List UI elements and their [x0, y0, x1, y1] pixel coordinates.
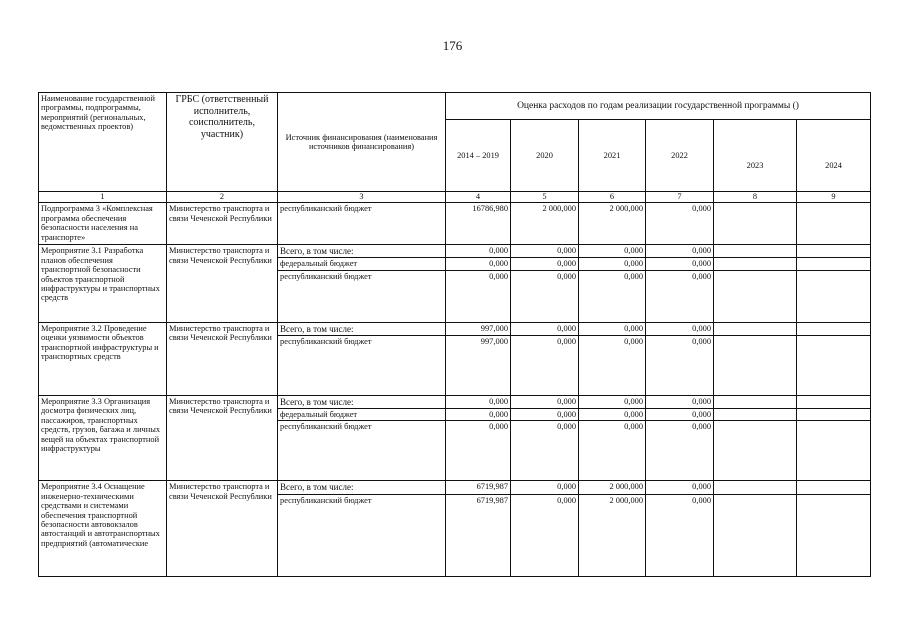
value-cell: 997,000	[446, 322, 511, 335]
table-row	[39, 203, 871, 245]
value-cell: 0,000	[646, 395, 714, 408]
value-cell: 0,000	[579, 409, 646, 421]
value-cell	[797, 481, 871, 494]
value-cell: 16786,980	[446, 203, 511, 245]
value-cell: 0,000	[446, 270, 511, 322]
value-cell: 0,000	[646, 245, 714, 258]
header-source: Источник финансирования (наименования источников финансирования)	[278, 93, 446, 192]
value-cell	[797, 245, 871, 258]
value-cell: 0,000	[446, 409, 511, 421]
value-cell: 0,000	[511, 395, 579, 408]
row-source: федеральный бюджет	[278, 258, 446, 270]
row-source: Всего, в том числе:	[278, 481, 446, 494]
row-name: Мероприятие 3.4 Оснащение инженерно-техническими средствами и системами обеспечения транспортной безопасности автовокзалов автостанций и автотранспортных предприятий (автоматические	[39, 481, 167, 576]
row-source: республиканский бюджет	[278, 203, 446, 245]
value-cell	[797, 395, 871, 408]
value-cell: 6719,987	[446, 481, 511, 494]
header-year: 2021	[579, 120, 646, 192]
header-year: 2023	[714, 120, 797, 192]
table-row	[39, 322, 871, 335]
value-cell	[797, 335, 871, 395]
column-number: 9	[797, 192, 871, 203]
value-cell: 0,000	[646, 494, 714, 576]
value-cell: 997,000	[446, 335, 511, 395]
value-cell	[714, 258, 797, 270]
row-grbs: Министерство транспорта и связи Чеченской Республики	[167, 481, 278, 576]
row-grbs: Министерство транспорта и связи Чеченской Республики	[167, 203, 278, 245]
value-cell	[714, 270, 797, 322]
row-source: Всего, в том числе:	[278, 395, 446, 408]
value-cell: 2 000,000	[579, 481, 646, 494]
column-number: 3	[278, 192, 446, 203]
value-cell	[714, 494, 797, 576]
value-cell	[797, 322, 871, 335]
value-cell: 0,000	[446, 421, 511, 481]
value-cell: 0,000	[511, 270, 579, 322]
column-number: 7	[646, 192, 714, 203]
value-cell	[797, 421, 871, 481]
row-grbs: Министерство транспорта и связи Чеченской Республики	[167, 245, 278, 322]
value-cell: 0,000	[511, 258, 579, 270]
value-cell: 0,000	[511, 494, 579, 576]
value-cell: 0,000	[446, 395, 511, 408]
value-cell	[714, 481, 797, 494]
value-cell: 0,000	[579, 245, 646, 258]
row-source: Всего, в том числе:	[278, 245, 446, 258]
value-cell	[714, 245, 797, 258]
header-year: 2020	[511, 120, 579, 192]
value-cell	[714, 322, 797, 335]
header-row	[39, 93, 871, 120]
value-cell: 2 000,000	[579, 494, 646, 576]
column-number: 4	[446, 192, 511, 203]
value-cell	[714, 335, 797, 395]
header-year: 2024	[797, 120, 871, 192]
page-number: 176	[442, 38, 463, 53]
value-cell: 0,000	[579, 270, 646, 322]
value-cell	[797, 270, 871, 322]
value-cell: 2 000,000	[579, 203, 646, 245]
header-grbs: ГРБС (ответственный исполнитель, соисполнитель, участник)	[167, 93, 278, 192]
header-year: 2014 – 2019	[446, 120, 511, 192]
value-cell	[797, 203, 871, 245]
value-cell	[714, 409, 797, 421]
column-number: 8	[714, 192, 797, 203]
column-number: 1	[39, 192, 167, 203]
table-row	[39, 245, 871, 258]
value-cell: 0,000	[511, 481, 579, 494]
row-grbs: Министерство транспорта и связи Чеченской Республики	[167, 395, 278, 480]
value-cell: 0,000	[511, 335, 579, 395]
row-source: республиканский бюджет	[278, 421, 446, 481]
value-cell: 0,000	[646, 481, 714, 494]
value-cell	[797, 258, 871, 270]
table-row	[39, 395, 871, 408]
header-name: Наименование государственной программы, подпрограммы, мероприятий (региональных, ведомственных проектов)	[39, 93, 167, 192]
value-cell: 0,000	[446, 245, 511, 258]
value-cell: 0,000	[646, 335, 714, 395]
table-row	[39, 481, 871, 494]
value-cell: 0,000	[646, 203, 714, 245]
row-name: Мероприятие 3.3 Организация досмотра физических лиц, пассажиров, транспортных средств, грузов, багажа и личных вещей на объектах транспортной инфраструктуры	[39, 395, 167, 480]
value-cell: 0,000	[646, 322, 714, 335]
value-cell	[714, 421, 797, 481]
value-cell: 0,000	[446, 258, 511, 270]
value-cell: 0,000	[511, 421, 579, 481]
column-number: 6	[579, 192, 646, 203]
value-cell	[797, 409, 871, 421]
row-name: Мероприятие 3.2 Проведение оценки уязвимости объектов транспортной инфраструктуры и транспортных средств	[39, 322, 167, 395]
value-cell: 2 000,000	[511, 203, 579, 245]
expenditure-table	[38, 92, 871, 577]
column-number: 5	[511, 192, 579, 203]
header-estimate: Оценка расходов по годам реализации государственной программы ()	[446, 93, 871, 120]
value-cell: 0,000	[646, 270, 714, 322]
value-cell: 0,000	[646, 421, 714, 481]
row-name: Подпрограмма 3 «Комплексная программа обеспечения безопасности населения на транспорте»	[39, 203, 167, 245]
value-cell: 0,000	[579, 421, 646, 481]
value-cell: 0,000	[511, 245, 579, 258]
value-cell: 0,000	[579, 322, 646, 335]
value-cell	[714, 203, 797, 245]
value-cell: 0,000	[579, 258, 646, 270]
row-name: Мероприятие 3.1 Разработка планов обеспечения транспортной безопасности объектов транспортной инфраструктуры и транспортных средств	[39, 245, 167, 322]
header-year: 2022	[646, 120, 714, 192]
row-grbs: Министерство транспорта и связи Чеченской Республики	[167, 322, 278, 395]
value-cell: 6719,987	[446, 494, 511, 576]
value-cell: 0,000	[646, 409, 714, 421]
column-number-row	[39, 192, 871, 203]
value-cell: 0,000	[579, 395, 646, 408]
row-source: федеральный бюджет	[278, 409, 446, 421]
value-cell: 0,000	[579, 335, 646, 395]
row-source: республиканский бюджет	[278, 335, 446, 395]
value-cell: 0,000	[646, 258, 714, 270]
value-cell: 0,000	[511, 409, 579, 421]
value-cell: 0,000	[511, 322, 579, 335]
column-number: 2	[167, 192, 278, 203]
row-source: республиканский бюджет	[278, 494, 446, 576]
value-cell	[797, 494, 871, 576]
row-source: Всего, в том числе:	[278, 322, 446, 335]
row-source: республиканский бюджет	[278, 270, 446, 322]
value-cell	[714, 395, 797, 408]
